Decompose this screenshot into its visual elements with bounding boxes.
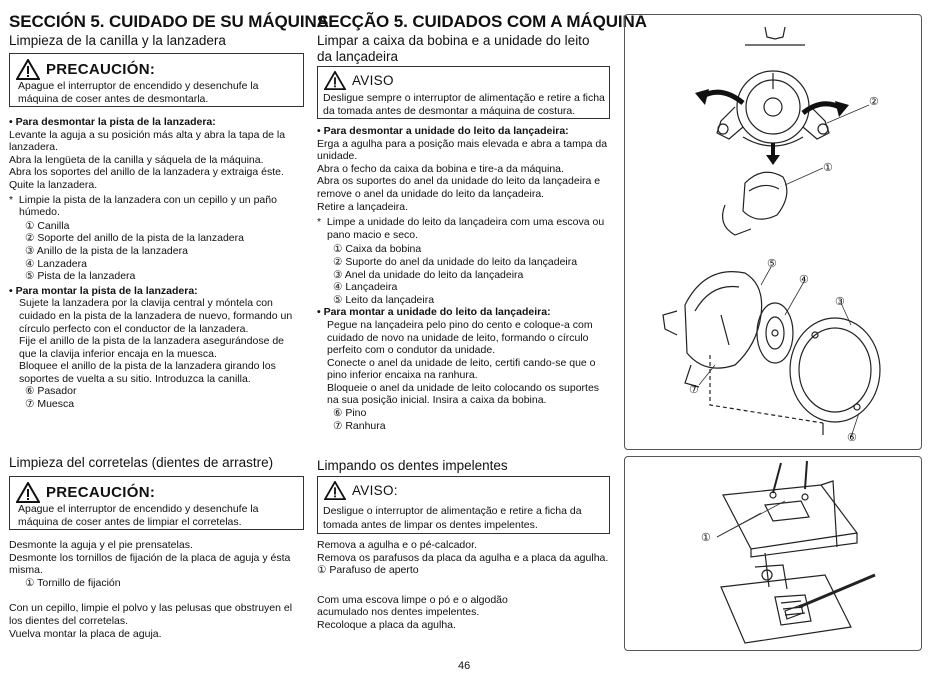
callout-label: ⑤ — [767, 258, 777, 270]
pt-disassemble-heading: • Para desmontar a unidade do leito da lançadeira: — [317, 125, 569, 137]
page-number: 46 — [458, 660, 471, 672]
list-item: ③ Anel da unidade do leito da lançadeira — [333, 268, 524, 281]
aviso-text: Desligue sempre o interruptor de alimentação e retire a ficha da tomada antes de desmontar a máquina de costura. — [323, 92, 605, 117]
aviso-header — [324, 481, 398, 500]
figure-shuttle-hook — [624, 14, 922, 450]
es-assemble-heading: • Para montar la pista de la lanzadera: — [9, 284, 198, 297]
warning-icon — [16, 59, 40, 80]
pt-subtitle-bobbin-line2: da lançadeira — [317, 49, 399, 64]
caution-label: PRECAUCIÓN: — [46, 484, 156, 501]
list-item: ④ Lançadeira — [333, 281, 398, 294]
pt-aviso-box-1 — [317, 66, 610, 119]
list-item: ⑥ Pino — [333, 407, 367, 420]
list-item: ① Canilla — [25, 219, 70, 232]
list-item: ③ Anillo de la pista de la lanzadera — [25, 244, 188, 257]
caution-header — [16, 482, 155, 503]
aviso-text: Desligue o interruptor de alimentação e retire a ficha da tomada antes de limpar os dentes impelentes. — [323, 505, 582, 531]
list-item: ② Suporte do anel da unidade do leito da lançadeira — [333, 255, 578, 268]
warning-icon — [16, 482, 40, 503]
aviso-label: AVISO: — [352, 483, 398, 498]
list-item: ⑦ Muesca — [25, 398, 75, 411]
es-subtitle-feed-dogs: Limpieza del corretelas (dientes de arrastre) — [9, 455, 274, 470]
pt-assemble-heading: • Para montar a unidade do leito da lançadeira: — [317, 306, 551, 319]
list-item: ⑦ Ranhura — [333, 419, 386, 432]
es-caution-box-1 — [9, 53, 304, 107]
es-feed-dog-section: Desmonte la aguja y el pie prensatelas. Desmonte los tornillos de fijación de la placa de aguja y ésta misma. ① Tornillo de fijación Con un cepillo, limpie el polvo y las pelusas que obstruyen el los dientes del corretelas. Vuelva montar la placa de aguja. — [9, 539, 309, 640]
caution-text: Apague el interruptor de encendido y desenchufe la máquina de coser antes de limpiar el corretelas. — [18, 503, 259, 528]
es-disassemble-section: • Para desmontar la pista de la lanzadera: Levante la aguja a su posición más alta y abra la tapa de la lanzadera. Abra la lengüeta de la canilla y sáquela de la máquina. Abra los soportes del anillo de la lanzadera y extraiga éste. Quite la lanzadera. * Limpie la pista de la lanzadera con un cepillo y un paño húmedo. ① Canilla ② Soporte del anillo de la pista de la lanzadera ③ Anillo de la pista de la lanzadera ④ Lanzadera ⑤ Pista de la lanzadera • Para montar la pista de la lanzadera: Sujete la lanzadera por la clavija central y móntela con cuidado en la pista de la lanzadera de nuevo, formando un círculo perfecto con el conductor de la lanzadera. Fije el anillo de la pista de la lanzadera asegurándose de que la clavija inferior encaja en la muesca. Bloquee el anillo de la pista de la lanzadera girando los soportes de vuelta a su sitio. Introduzca la canilla. ⑥ Pasador ⑦ Muesca — [9, 116, 309, 411]
warning-icon — [324, 71, 346, 90]
pt-feed-dog-section: Remova a agulha e o pé-calcador. Remova os parafusos da placa da agulha e a placa da agulha. ① Parafuso de aperto Com uma escova limpe o pó e o algodão acumulado nos dentes impelentes. Recoloque a placa da agulha. — [317, 539, 617, 632]
callout-label: ⑦ — [689, 384, 699, 396]
pt-section-title: SECÇÃO 5. CUIDADOS COM A MÁQUINA — [317, 12, 647, 31]
list-item: ① Tornillo de fijación — [25, 576, 121, 589]
callout-label: ③ — [835, 296, 845, 308]
pt-subtitle-bobbin-line1: Limpar a caixa da bobina e a unidade do leito — [317, 33, 590, 48]
pt-disassemble-section: • Para desmontar a unidade do leito da lançadeira: Erga a agulha para a posição mais elevada e abra a tampa da unidade. Abra o fecho da caixa da bobina e tire-a da máquina. Abra os suportes do anel da unidade do leito da lançadeira e remove o anel da unidade do leito da lançadeira. Retire a lançadeira. * Limpe a unidade do leito da lançadeira com uma escova ou pano macio e seco. ① Caixa da bobina ② Suporte do anel da unidade do leito da lançadeira ③ Anel da unidade do leito da lançadeira ④ Lançadeira ⑤ Leito da lançadeira • Para montar a unidade do leito da lançadeira: Pegue na lançadeira pelo pino do cento e coloque-a com cuidado de novo na unidade de leito, formando o círculo perfeito com o condutor da unidade. Conecte o anel da unidade de leito, certifi cando-se que o pino inferior encaixa na ranhura. Bloqueie o anel da unidade de leito colocando os suportes na sua posição inicial. Insira a caixa da bobina. ⑥ Pino ⑦ Ranhura — [317, 125, 617, 432]
list-item: ⑥ Pasador — [25, 385, 77, 398]
pt-aviso-box-2 — [317, 476, 610, 534]
aviso-label: AVISO — [352, 73, 394, 88]
es-disassemble-heading: • Para desmontar la pista de la lanzadera: — [9, 116, 216, 128]
caution-label: PRECAUCIÓN: — [46, 61, 156, 78]
pt-subtitle-feed-dogs: Limpando os dentes impelentes — [317, 458, 508, 473]
list-item: ⑤ Pista de la lanzadera — [25, 270, 136, 283]
list-item: ④ Lanzadera — [25, 257, 87, 270]
es-section-title: SECCIÓN 5. CUIDADO DE SU MÁQUINA — [9, 12, 329, 31]
aviso-header — [324, 71, 394, 90]
caution-header — [16, 59, 155, 80]
list-item: ⑤ Leito da lançadeira — [333, 293, 435, 306]
list-item: ② Soporte del anillo de la pista de la lanzadera — [25, 232, 244, 245]
es-caution-box-2 — [9, 476, 304, 530]
es-subtitle-bobbin: Limpieza de la canilla y la lanzadera — [9, 33, 226, 48]
callout-label: ④ — [799, 274, 809, 286]
list-item: ① Parafuso de aperto — [317, 564, 419, 577]
caution-text: Apague el interruptor de encendido y desenchufe la máquina de coser antes de desmontarla. — [18, 80, 259, 105]
warning-icon — [324, 481, 346, 500]
callout-label: ⑥ — [847, 432, 857, 444]
callout-label: ② — [869, 96, 879, 108]
callout-label: ① — [823, 162, 833, 174]
list-item: ① Caixa da bobina — [333, 243, 422, 256]
feed-dogs-illustration — [625, 457, 921, 650]
figure-feed-dogs — [624, 456, 922, 651]
callout-label: ① — [701, 532, 711, 544]
shuttle-hook-illustration — [625, 15, 921, 449]
